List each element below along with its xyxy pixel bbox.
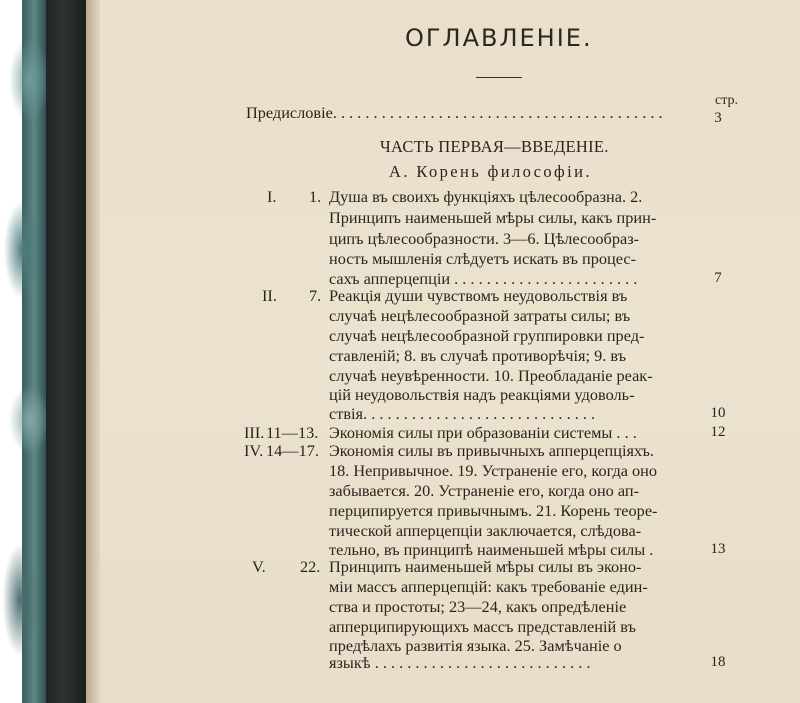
chapter-line: перципируется привычнымъ. 21. Корень теоре- [329, 501, 658, 520]
page-title: ОГЛАВЛЕНІЕ. [405, 24, 593, 52]
title-rule [476, 77, 522, 78]
preface-label: Предисловіе [246, 103, 333, 122]
chapter-page: 12 [710, 424, 726, 440]
chapter-line-last [329, 653, 590, 673]
part-heading: ЧАСТЬ ПЕРВАЯ—ВВЕДЕНІЕ. [380, 137, 609, 156]
chapter-line: цій неудовольствія надъ реакціями удоволь- [329, 385, 635, 404]
chapter-line: языкѣ [329, 653, 371, 672]
chapter-line: ставленій; 8. въ случаѣ противорѣчія; 9. въ [329, 346, 627, 365]
leader-dots: . . . . . . . . . . . . . . . . . . . . . . . . . . . . . . . . . . . . . . . . . [332, 103, 663, 122]
book-spine [46, 0, 88, 703]
chapter-number: 22. [300, 557, 321, 576]
chapter-line: міи массъ апперцепцій: какъ требованіе един- [329, 577, 648, 596]
preface-entry [246, 103, 663, 123]
chapter-line: тической апперцепціи заключается, слѣдова- [329, 521, 642, 540]
chapter-line: Душа въ своихъ функціяхъ цѣлесообразна. 2. [329, 187, 643, 206]
chapter-line-last [329, 404, 595, 424]
chapter-line: Принципъ наименьшей мѣры силы въ эконо- [329, 557, 642, 576]
chapter-number: 11—13. [266, 423, 319, 442]
chapter-page: 18 [710, 654, 726, 670]
chapter-number: 1. [309, 187, 322, 206]
chapter-page: 7 [714, 270, 722, 286]
leader-dots: . . . . . . . . . . . . . . . . . . . . . . . [450, 269, 638, 288]
chapter-roman: II. [262, 286, 277, 305]
chapter-line: ность мышленія слѣдуетъ искать въ процес- [329, 249, 637, 268]
chapter-number: 14—17. [266, 441, 319, 460]
chapter-line: предѣлахъ развитія языка. 25. Замѣчаніе о [329, 636, 622, 655]
chapter-roman: III. [244, 423, 265, 442]
chapter-roman: V. [252, 557, 266, 576]
chapter-line: тельно, въ принципѣ наименьшей мѣры силы [329, 540, 646, 559]
chapter-line: сахъ апперцепціи [329, 269, 451, 288]
chapter-roman: I. [267, 187, 277, 206]
chapter-line-last [329, 423, 637, 443]
chapter-line: Экономія силы въ привычныхъ апперцепціяхъ. [329, 441, 654, 460]
chapter-line: забывается. 20. Устраненіе его, когда оно ап- [329, 481, 640, 500]
chapter-line: Экономія силы при образованіи системы [329, 423, 613, 442]
subsection-heading: А. Корень философіи. [389, 162, 592, 181]
leader-dots: . . . . . . . . . . . . . . . . . . . . . . . . . . . . . [363, 404, 596, 423]
chapter-page: 10 [710, 405, 726, 421]
chapter-line: Реакція души чувствомъ неудовольствія въ [329, 286, 628, 305]
chapter-number: 7. [309, 286, 322, 305]
chapter-line: случаѣ неувѣренности. 10. Преобладаніе реак- [329, 366, 653, 385]
chapter-roman: IV. [244, 441, 264, 460]
leader-dots: . . . [612, 423, 637, 442]
page-column-label: стр. [714, 93, 738, 108]
preface-page: 3 [714, 110, 722, 126]
chapter-page: 13 [710, 541, 726, 557]
chapter-line: 18. Непривычное. 19. Устраненіе его, когда оно [329, 461, 658, 480]
leader-dots: . [645, 540, 654, 559]
chapter-line: случаѣ нецѣлесообразной затраты силы; въ [329, 306, 631, 325]
chapter-line: ства и простоты; 23—24, какъ опредѣленіе [329, 597, 627, 616]
chapter-line: ципъ цѣлесообразности. 3—6. Цѣлесообраз- [329, 229, 640, 248]
chapter-line: Принципъ наименьшей мѣры силы, какъ прин- [329, 208, 657, 227]
chapter-line: ствія [329, 404, 364, 423]
leader-dots: . . . . . . . . . . . . . . . . . . . . . . . . . . . [370, 653, 591, 672]
chapter-line: случаѣ нецѣлесообразной группировки пред- [329, 326, 645, 345]
chapter-line: апперципирующихъ массъ представленій въ [329, 617, 636, 636]
